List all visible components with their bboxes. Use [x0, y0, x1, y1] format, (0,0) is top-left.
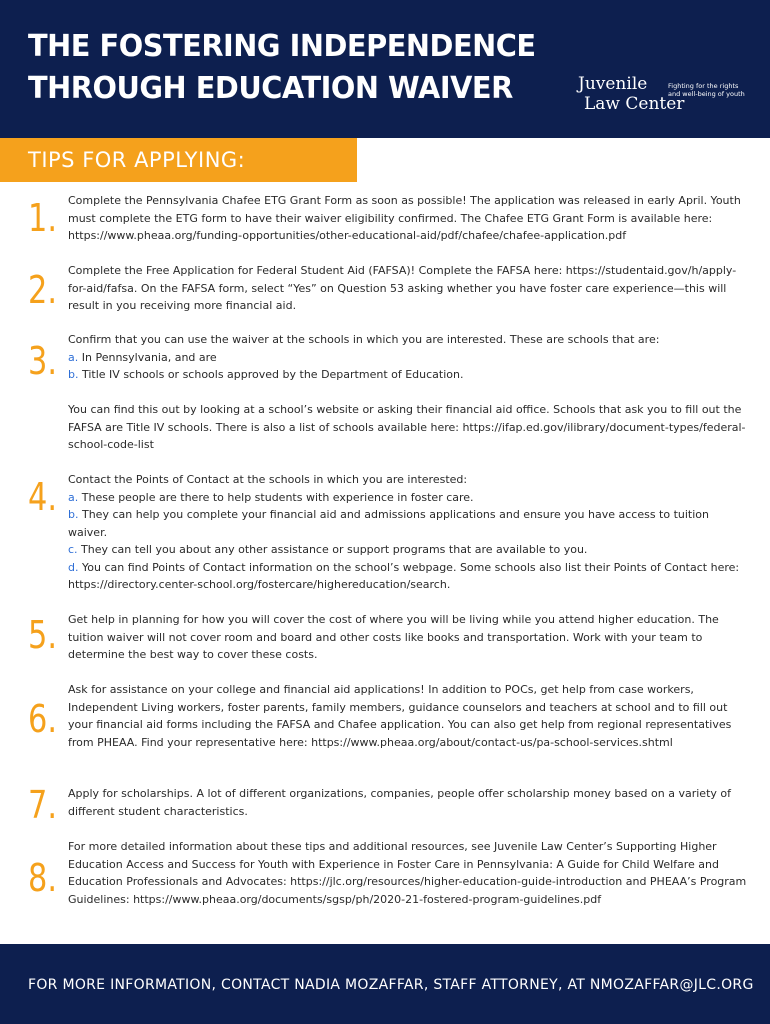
list-item: [68, 559, 748, 594]
contact-info: FOR MORE INFORMATION, CONTACT NADIA MOZAFFAR, STAFF ATTORNEY, AT NMOZAFFAR@JLC.ORG: [28, 977, 754, 993]
tips-banner: [0, 138, 357, 182]
logo-tagline: Fighting for the rights and well-being of youth: [668, 82, 745, 98]
tip-text: [68, 331, 748, 454]
list-item: [68, 489, 748, 507]
tip-text: Ask for assistance on your college and financial aid applications! In addition to POCs, get help from case workers, Independent Living workers, foster parents, family members, guidance counselors and teachers at school and to fill out your financial aid forms including the FAFSA and Chafee application. You can also get help from regional representatives from PHEAA. Find your representative here: https://www.pheaa.org/about/contact-us/pa-school-services.shtml: [68, 683, 732, 749]
tip-text: [68, 471, 748, 594]
item-letter: c.: [68, 543, 78, 556]
juvenile-law-center-logo: [578, 74, 748, 124]
tip-text: Apply for scholarships. A lot of different organizations, companies, people offer scholarship money based on a variety of different student characteristics.: [68, 787, 731, 818]
logo-line-2: Law Center: [584, 94, 685, 114]
item-letter: a.: [68, 490, 79, 504]
tip-intro: Confirm that you can use the waiver at the schools in which you are interested. These are schools that are:: [68, 333, 660, 346]
item-letter: d.: [68, 560, 79, 574]
page-title: [28, 26, 551, 110]
item-letter: a.: [68, 350, 79, 364]
item-letter: b.: [68, 368, 79, 381]
tip-extra: You can find this out by looking at a school’s website or asking their financial aid office. Schools that ask you to fill out the FAFSA are Title IV schools. There is also a list of schools available here: https://ifap.ed.gov/ilibrary/document-types/federal-school-code-list: [68, 403, 746, 451]
tip-text: Get help in planning for how you will cover the cost of where you will be living while you attend higher education. The tuition waiver will not cover room and board and other costs like books and transportation. Work with your team to determine the best way to cover these costs.: [68, 613, 719, 661]
tip-number: 1.: [28, 196, 58, 240]
list-item: [68, 541, 748, 559]
tip-text: Complete the Free Application for Federal Student Aid (FAFSA)! Complete the FAFSA here: https://studentaid.gov/h/apply-for-aid/fafsa. On the FAFSA form, select “Yes” on Question 53 asking whether you have foster care experience—this will result in you receiving more financial aid.: [68, 264, 737, 312]
tip-text: Complete the Pennsylvania Chafee ETG Grant Form as soon as possible! The application was released in early April. Youth must complete the ETG form to have their waiver eligibility confirmed. The Chafee ETG Grant Form is available here: https://www.pheaa.org/funding-opportunities/other-educational-aid/pdf/chafee/chafee-application.pdf: [68, 194, 741, 242]
item-text: You can find Points of Contact information on the school’s webpage. Some schools also list their Points of Contact here: https://directory.center-school.org/fostercare/highereducation/search.: [68, 560, 740, 591]
tips-heading: TIPS FOR APPLYING:: [28, 148, 246, 172]
tip-number: 2.: [28, 268, 58, 312]
item-letter: b.: [68, 508, 79, 521]
list-item: [68, 366, 748, 384]
tip-number: 4.: [28, 475, 58, 519]
item-text: They can tell you about any other assistance or support programs that are available to you.: [81, 543, 588, 556]
header-banner: [0, 0, 770, 138]
tip-text: For more detailed information about these tips and additional resources, see Juvenile Law Center’s Supporting Higher Education Access and Success for Youth with Experience in Foster Care in Pennsylvania: A Guide for Child Welfare and Education Professionals and Advocates: https://jlc.org/resources/higher-education-guide-introduction and PHEAA’s Program Guidelines: https://www.pheaa.org/documents/sgsp/ph/2020-21-fostered-program-guidelines.pdf: [68, 840, 747, 906]
list-item: [68, 506, 748, 541]
item-text: They can help you complete your financial aid and admissions applications and ensure you have access to tuition waiver.: [68, 508, 710, 539]
tip-intro: Contact the Points of Contact at the schools in which you are interested:: [68, 473, 468, 486]
tip-number: 5.: [28, 613, 58, 657]
item-text: These people are there to help students with experience in foster care.: [81, 490, 474, 504]
tip-number: 7.: [28, 783, 58, 827]
title-line-1: THE FOSTERING INDEPENDENCE: [28, 29, 536, 64]
tip-number: 3.: [28, 339, 58, 383]
item-text: Title IV schools or schools approved by the Department of Education.: [81, 368, 464, 381]
footer-banner: [0, 944, 770, 1024]
logo-line-1: Juvenile: [578, 74, 648, 94]
tip-number: 8.: [28, 856, 58, 900]
title-line-2: THROUGH EDUCATION WAIVER: [28, 71, 513, 106]
tip-number: 6.: [28, 697, 58, 741]
item-text: In Pennsylvania, and are: [81, 350, 217, 364]
list-item: [68, 349, 748, 367]
